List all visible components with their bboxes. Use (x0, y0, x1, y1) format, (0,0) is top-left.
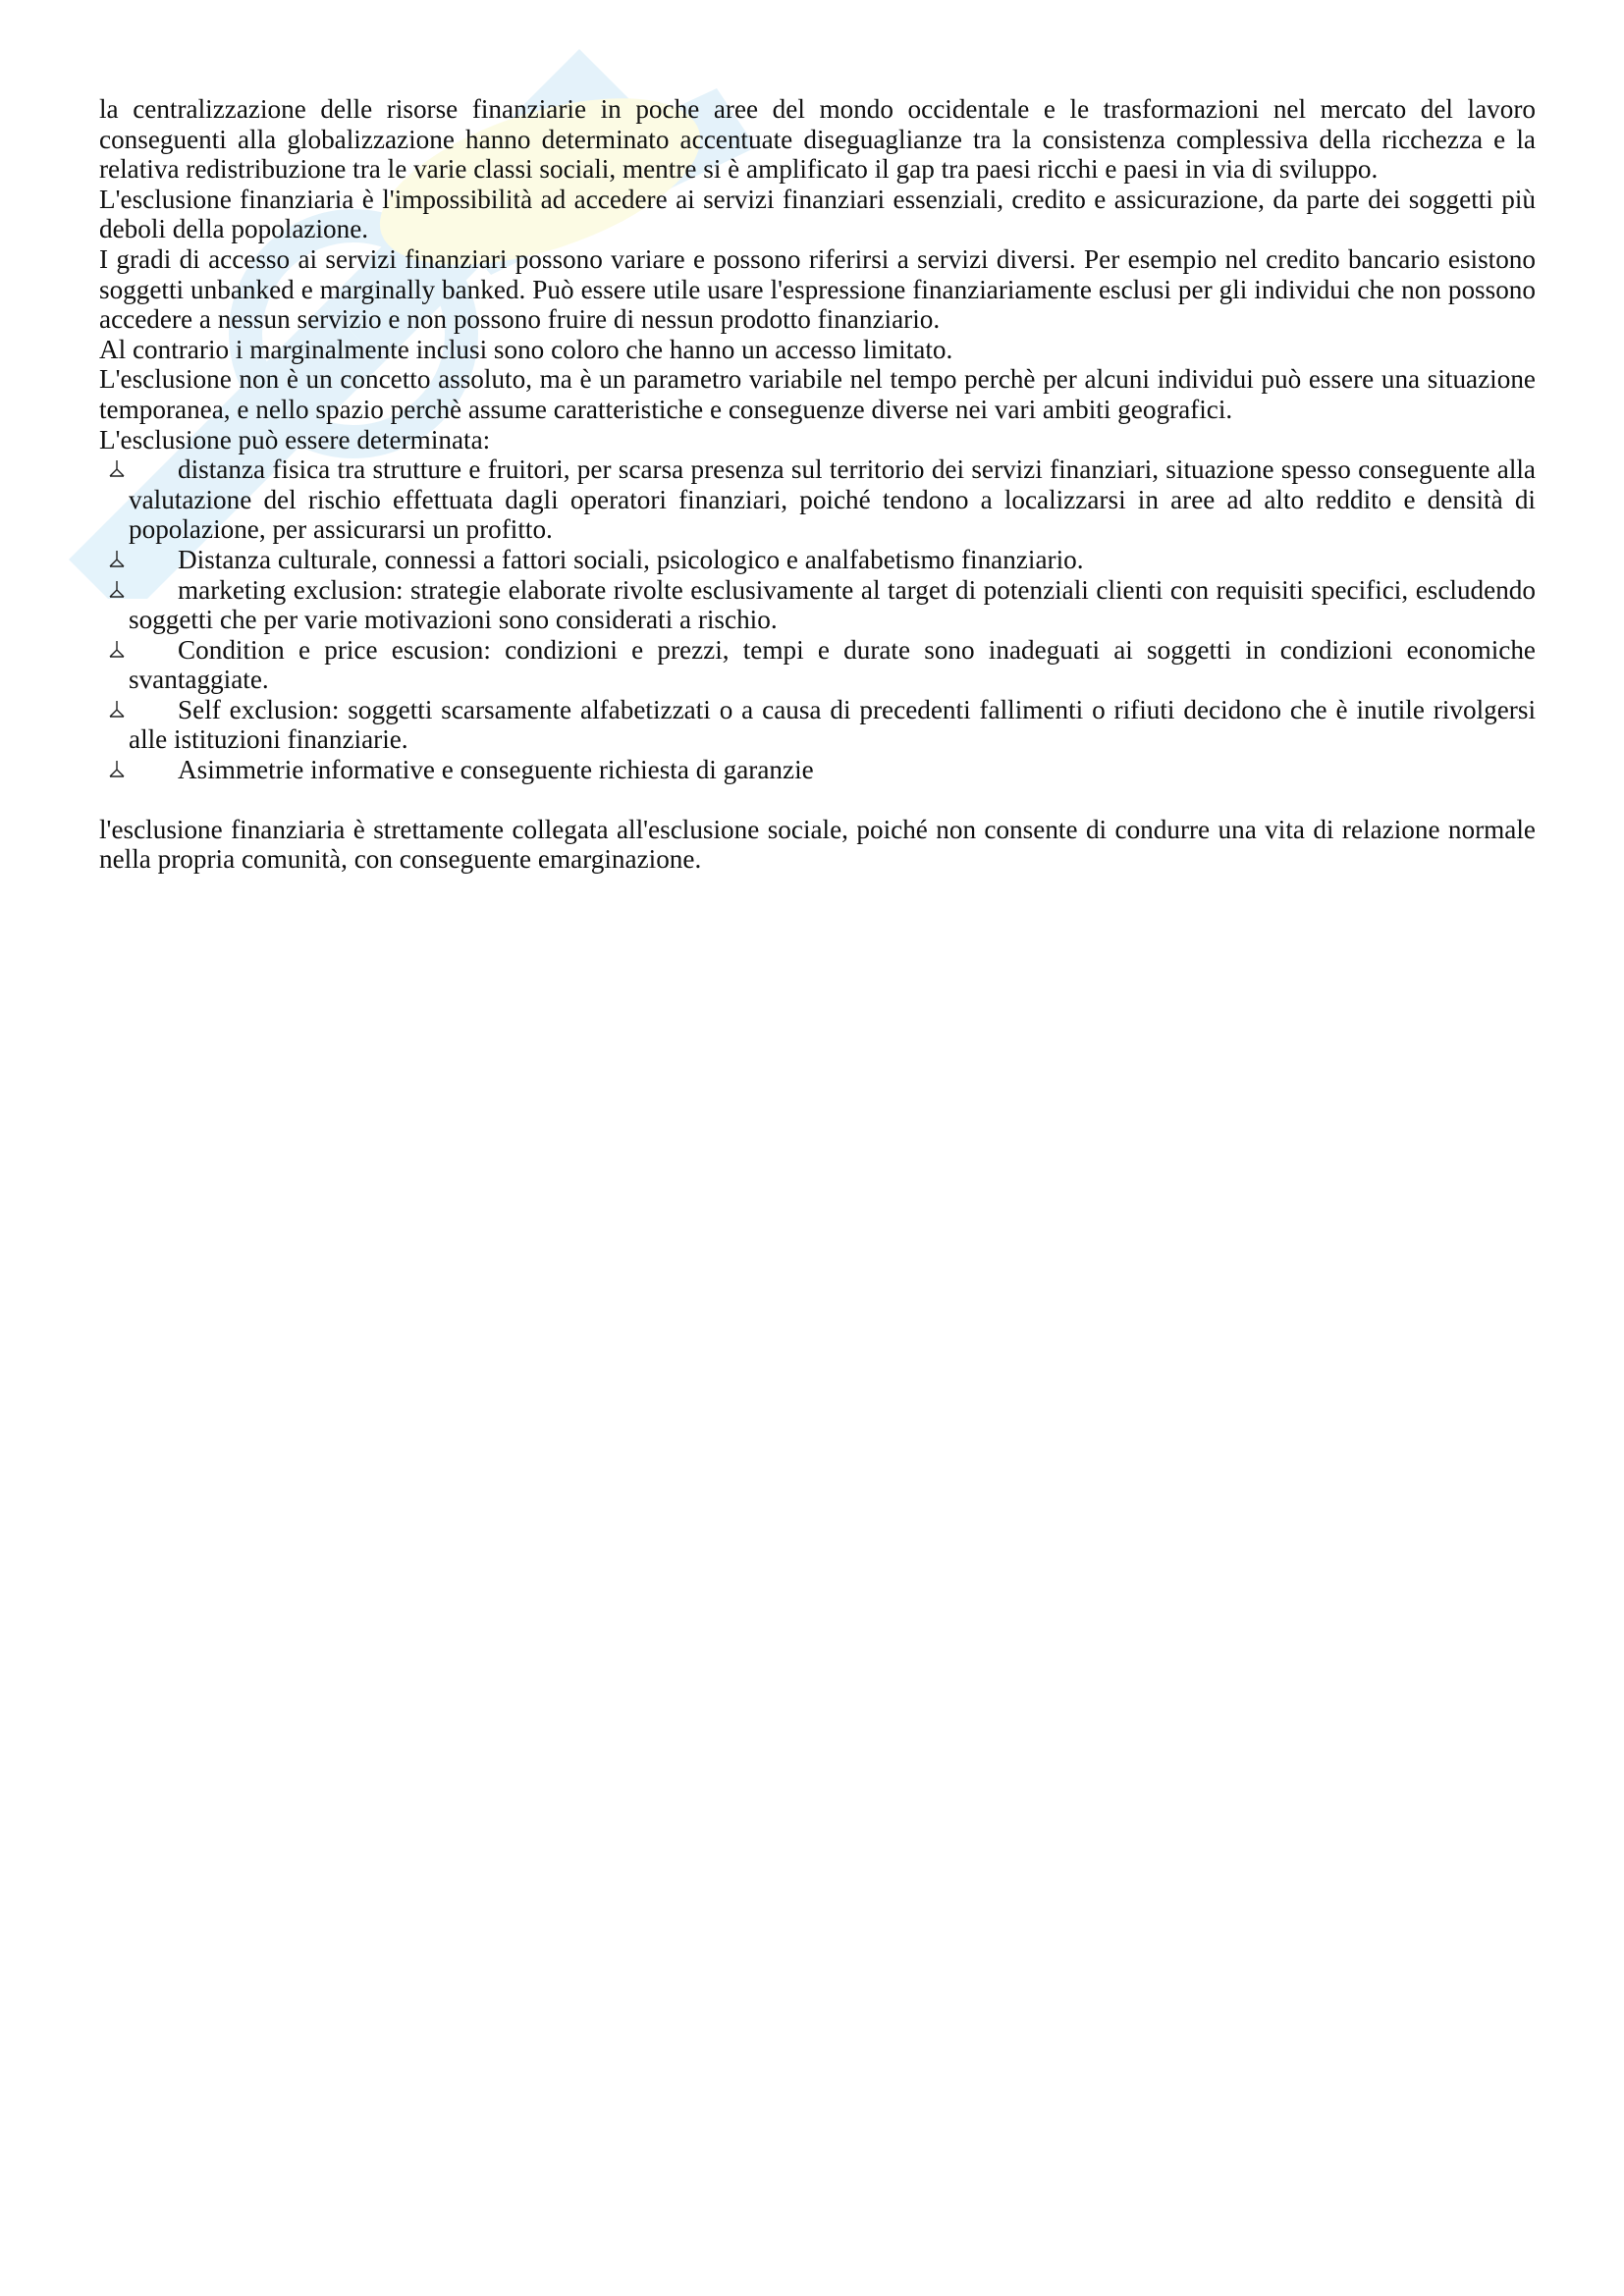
bullet-text: marketing exclusion: strategie elaborate rivolte esclusivamente al target di potenziali clienti con requisiti specifici, escludendo soggetti che per varie motivazioni sono considerati a rischio. (129, 574, 1536, 635)
paragraph: Al contrario i marginalmente inclusi sono coloro che hanno un accesso limitato. (99, 334, 953, 364)
bullet-text: Distanza culturale, connessi a fattori sociali, psicologico e analfabetismo finanziario. (178, 544, 1084, 574)
paragraph: L'esclusione finanziaria è l'impossibilità ad accedere ai servizi finanziari essenziali, credito e assicurazione, da parte dei soggetti più deboli della popolazione. (99, 184, 1536, 244)
paragraph: la centralizzazione delle risorse finanziarie in poche aree del mondo occidentale e le trasformazioni nel mercato del lavoro conseguenti alla globalizzazione hanno determinato accentuate diseguaglianze tra la consistenza complessiva della ricchezza e la relativa redistribuzione tra le varie classi sociali, mentre si è amplificato il gap tra paesi ricchi e paesi in via di sviluppo. (99, 94, 1536, 185)
bullet-item (99, 695, 1536, 755)
tripod-bullet-icon (107, 699, 127, 719)
tripod-bullet-icon (107, 579, 127, 599)
bullet-item (99, 575, 1536, 635)
bullet-text: Condition e price escusion: condizioni e prezzi, tempi e durate sono inadeguati ai soggetti in condizioni economiche svantaggiate. (129, 634, 1536, 695)
document-body (99, 94, 1536, 875)
bullet-text: distanza fisica tra strutture e fruitori, per scarsa presenza sul territorio dei servizi finanziari, situazione spesso conseguente alla valutazione del rischio effettuata dagli operatori finanziari, poiché tendono a localizzarsi in aree ad alto reddito e densità di popolazione, per assicurarsi un profitto. (129, 454, 1536, 545)
bullet-list (99, 454, 1536, 785)
tripod-bullet-icon (107, 639, 127, 659)
bullet-text: Self exclusion: soggetti scarsamente alfabetizzati o a causa di precedenti fallimenti o rifiuti decidono che è inutile rivolgersi alle istituzioni finanziarie. (129, 694, 1536, 755)
paragraph: I gradi di accesso ai servizi finanziari possono variare e possono riferirsi a servizi diversi. Per esempio nel credito bancario esistono soggetti unbanked e marginally banked. Può essere utile usare l'espressione finanziariamente esclusi per gli individui che non possono accedere a nessun servizio e non possono fruire di nessun prodotto finanziario. (99, 243, 1536, 335)
tripod-bullet-icon (107, 759, 127, 778)
bullet-item (99, 545, 1536, 575)
paragraph-spacer (99, 785, 1536, 815)
tripod-bullet-icon (107, 549, 127, 568)
bullet-text: Asimmetrie informative e conseguente richiesta di garanzie (178, 755, 814, 785)
bullet-item (99, 454, 1536, 545)
paragraph: l'esclusione finanziaria è strettamente collegata all'esclusione sociale, poiché non consente di condurre una vita di relazione normale nella propria comunità, con conseguente emarginazione. (99, 814, 1536, 875)
paragraph: L'esclusione non è un concetto assoluto, ma è un parametro variabile nel tempo perchè per alcuni individui può essere una situazione temporanea, e nello spazio perchè assume caratteristiche e conseguenze diverse nei vari ambiti geografici. (99, 364, 1536, 424)
bullet-item (99, 635, 1536, 695)
tripod-bullet-icon (107, 458, 127, 478)
paragraph: L'esclusione può essere determinata: (99, 424, 491, 454)
bullet-item (99, 755, 1536, 785)
